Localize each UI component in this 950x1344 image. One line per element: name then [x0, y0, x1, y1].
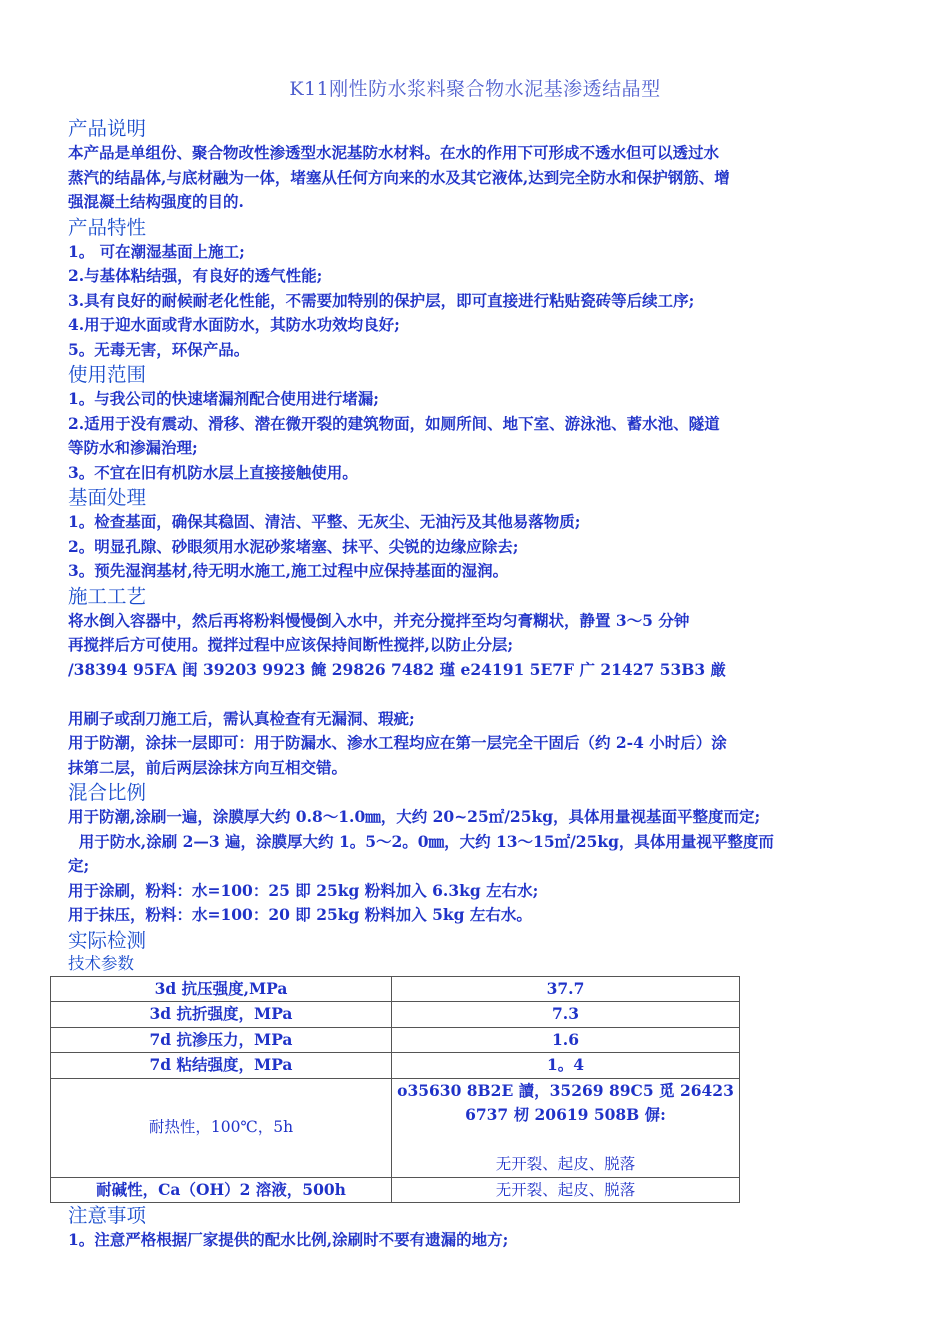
table-cell-value: 无开裂、起皮、脱落 — [392, 1177, 740, 1203]
section-heading-process: 施工工艺 — [68, 584, 147, 608]
section-heading-features: 产品特性 — [68, 215, 147, 239]
section-heading-base: 基面处理 — [68, 486, 147, 509]
table-cell-label: 7d 粘结强度，MPa — [51, 1053, 392, 1079]
paragraph-line: 用于涂刷，粉料：水=100：25 即 25kg 粉料加入 6.3kg 左右水; — [68, 880, 539, 900]
list-item: 2。明显孔隙、砂眼须用水泥砂浆堵塞、抹平、尖锐的边缘应除去; — [68, 536, 519, 556]
table-cell-label: 耐热性，100℃，5h — [51, 1078, 392, 1177]
cell-line: 无开裂、起皮、脱落 — [495, 1155, 636, 1173]
paragraph-line: 抹第二层，前后两层涂抹方向互相交错。 — [68, 757, 348, 777]
list-item: 3。预先湿润基材,待无明水施工,施工过程中应保持基面的湿润。 — [68, 561, 509, 580]
list-item: 1。检查基面，确保其稳固、清洁、平整、无灰尘、无油污及其他易落物质; — [68, 512, 581, 531]
list-item: 3。不宜在旧有机防水层上直接接触使用。 — [68, 462, 358, 482]
paragraph-line: 用于抹压，粉料：水=100：20 即 25kg 粉料加入 5kg 左右水。 — [68, 905, 532, 924]
list-item: 2.与基体粘结强，有良好的透气性能; — [68, 266, 323, 285]
list-item: 1。与我公司的快速堵漏剂配合使用进行堵漏; — [68, 389, 380, 408]
table-cell-value: 1.6 — [392, 1027, 740, 1053]
section-heading-testing: 实际检测 — [68, 928, 147, 952]
cell-line: o35630 8B2E 讀，35269 89C5 觅 26423 — [397, 1080, 734, 1100]
cell-line: 6737 杒 20619 508B 偋: — [465, 1105, 666, 1124]
table-cell-value: 37.7 — [392, 976, 740, 1002]
table-caption: 技术参数 — [68, 953, 134, 973]
paragraph-line: 本产品是单组份、聚合物改性渗透型水泥基防水材料。在水的作用下可形成不透水但可以透过水 — [68, 143, 720, 162]
document-body — [68, 116, 886, 1253]
section-heading-description: 产品说明 — [68, 117, 147, 140]
table-row — [51, 976, 740, 1002]
cell-blank-line — [396, 1128, 735, 1153]
document-title: K11刚性防水浆料聚合物水泥基渗透结晶型 — [289, 78, 661, 100]
blank-line — [68, 682, 886, 707]
table-row — [51, 1053, 740, 1079]
list-item: 5。无毒无害，环保产品。 — [68, 339, 250, 359]
list-item: 2.适用于没有震动、滑移、潜在微开裂的建筑物面，如厕所间、地下室、游泳池、蓄水池、隧道 — [68, 413, 720, 433]
table-row — [51, 1078, 740, 1177]
section-heading-notes: 注意事项 — [68, 1204, 147, 1227]
paragraph-line: 用于防潮，涂抹一层即可：用于防漏水、渗水工程均应在第一层完全干固后（约 2-4 小时后）涂 — [68, 733, 727, 752]
section-heading-ratio: 混合比例 — [68, 781, 147, 804]
paragraph-line: 用刷子或刮刀施工后，需认真检查有无漏洞、瑕疵; — [68, 708, 415, 728]
paragraph-line: 将水倒入容器中，然后再将粉料慢慢倒入水中，并充分搅拌至均匀膏糊状，静置 3～5 分钟 — [68, 610, 690, 630]
list-item: 4.用于迎水面或背水面防水，其防水功效均良好; — [68, 315, 400, 334]
paragraph-line: 用于防潮,涂刷一遍，涂膜厚大约 0.8～1.0㎜，大约 20~25㎡/25kg，具体用量视基面平整度而定; — [68, 807, 761, 826]
paragraph-line: 蒸汽的结晶体,与底材融为一体，堵塞从任何方向来的水及其它液体,达到完全防水和保护钢筋、增 — [68, 167, 730, 187]
table-row — [51, 1002, 740, 1028]
table-cell-label: 3d 抗折强度，MPa — [51, 1002, 392, 1028]
table-cell-label: 耐碱性，Ca（OH）2 溶液，500h — [51, 1177, 392, 1203]
list-item: 3.具有良好的耐候耐老化性能，不需要加特别的保护层，即可直接进行粘贴瓷砖等后续工序; — [68, 290, 695, 310]
table-row — [51, 1027, 740, 1053]
table-cell-value: 1。4 — [392, 1053, 740, 1079]
paragraph-line: 再搅拌后方可使用。搅拌过程中应该保持间断性搅拌,以防止分层; — [68, 635, 514, 654]
paragraph-line: 强混凝土结构强度的目的. — [68, 192, 244, 211]
list-item: 1。 可在潮湿基面上施工; — [68, 241, 245, 261]
section-heading-scope: 使用范围 — [68, 363, 147, 386]
paragraph-line: 定; — [68, 856, 90, 875]
list-item: 等防水和渗漏治理; — [68, 438, 198, 457]
paragraph-line: /38394 95FA 闺 39203 9923 餣 29826 7482 瑾 e24191 5E7F 广 21427 53B3 厳 — [68, 659, 727, 679]
table-cell-value: 7.3 — [392, 1002, 740, 1028]
paragraph-line: 用于防水,涂刷 2—3 遍，涂膜厚大约 1。5～2。0㎜，大约 13～15㎡/25kg，具体用量视平整度而 — [68, 831, 774, 851]
list-item: 1。注意严格根据厂家提供的配水比例,涂刷时不要有遗漏的地方; — [68, 1230, 509, 1249]
table-cell-value — [392, 1078, 740, 1177]
table-cell-label: 3d 抗压强度,MPa — [51, 976, 392, 1002]
technical-parameters-table — [50, 976, 740, 1204]
table-row — [51, 1177, 740, 1203]
table-cell-label: 7d 抗渗压力，MPa — [51, 1027, 392, 1053]
